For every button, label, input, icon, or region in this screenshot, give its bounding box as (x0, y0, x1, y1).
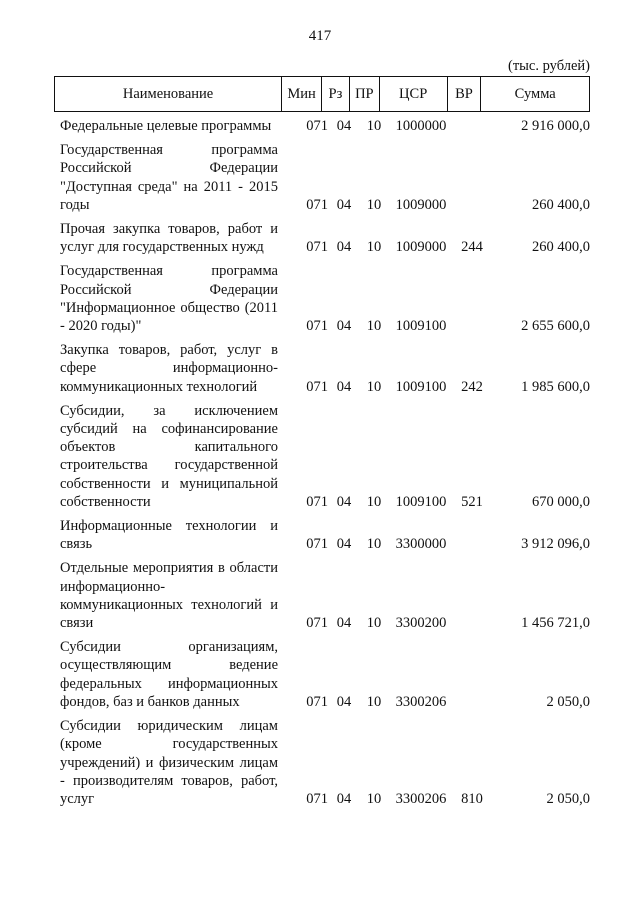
row-sum: 260 400,0 (532, 239, 590, 256)
row-rz: 04 (336, 196, 352, 213)
page-number: 417 (308, 28, 332, 44)
table-row (60, 117, 590, 135)
table-header (54, 76, 590, 112)
row-min: 071 (306, 493, 328, 510)
row-min: 071 (306, 239, 328, 256)
row-rz: 04 (336, 378, 352, 395)
row-csr: 1009000 (395, 239, 447, 256)
row-min: 071 (306, 693, 328, 710)
row-rz: 04 (336, 693, 352, 710)
row-csr: 3300206 (395, 790, 447, 807)
table-row (60, 717, 590, 808)
row-sum: 260 400,0 (532, 196, 590, 213)
row-vr: 810 (461, 790, 483, 807)
table-row (60, 141, 590, 214)
table-row (60, 559, 590, 632)
row-csr: 3300200 (395, 615, 447, 632)
row-sum: 2 050,0 (546, 790, 590, 807)
row-name: Субсидии, за исключением субсидий на софинансирование объектов капитального строительства государственной собственности и муниципальной собственности (60, 402, 278, 510)
header-min: Мин (282, 77, 322, 111)
row-rz: 04 (336, 790, 352, 807)
table-row (60, 638, 590, 711)
row-pr: 10 (366, 693, 382, 710)
row-name: Субсидии организациям, осуществляющим ведение федеральных информационных фондов, баз и банков данных (60, 639, 278, 710)
table-row (60, 262, 590, 335)
header-vr: ВР (448, 77, 482, 111)
row-min: 071 (306, 318, 328, 335)
row-pr: 10 (366, 318, 382, 335)
row-sum: 3 912 096,0 (521, 536, 590, 553)
row-name: Государственная программа Российской Федерации "Информационное общество (2011 - 2020 годы)" (60, 263, 278, 335)
row-min: 071 (306, 615, 328, 632)
row-pr: 10 (366, 239, 382, 256)
header-name: Наименование (55, 77, 282, 111)
row-pr: 10 (366, 790, 382, 807)
row-vr: 521 (461, 493, 483, 510)
row-csr: 1000000 (395, 118, 447, 134)
row-name: Информационные технологии и связь (60, 518, 278, 553)
row-name: Государственная программа Российской Федерации "Доступная среда" на 2011 - 2015 годы (60, 142, 278, 213)
table-row (60, 402, 590, 511)
row-pr: 10 (366, 378, 382, 395)
row-rz: 04 (336, 239, 352, 256)
row-pr: 10 (366, 493, 382, 510)
row-min: 071 (306, 790, 328, 807)
header-csr: ЦСР (380, 77, 448, 111)
row-rz: 04 (336, 118, 352, 134)
row-name: Прочая закупка товаров, работ и услуг для государственных нужд (60, 221, 278, 256)
row-rz: 04 (336, 318, 352, 335)
header-sum: Сумма (514, 85, 556, 102)
row-rz: 04 (336, 536, 352, 553)
row-csr: 3300000 (395, 536, 447, 553)
row-min: 071 (306, 196, 328, 213)
row-min: 071 (306, 536, 328, 553)
table-row (60, 517, 590, 553)
units-label: (тыс. рублей) (508, 58, 590, 74)
row-csr: 1009100 (395, 318, 447, 335)
table-row (60, 341, 590, 396)
row-pr: 10 (366, 196, 382, 213)
row-rz: 04 (336, 615, 352, 632)
table-body (60, 117, 590, 814)
row-sum: 1 456 721,0 (521, 615, 590, 632)
row-sum: 670 000,0 (532, 493, 590, 510)
table-row (60, 220, 590, 256)
row-name: Субсидии юридическим лицам (кроме государственных учреждений) и физическим лицам - производителям товаров, работ, услуг (60, 718, 278, 807)
header-rz: Рз (322, 77, 350, 111)
row-pr: 10 (366, 536, 382, 553)
row-csr: 1009100 (395, 378, 447, 395)
row-min: 071 (306, 378, 328, 395)
row-pr: 10 (366, 615, 382, 632)
row-sum: 2 916 000,0 (521, 118, 590, 134)
row-vr: 242 (461, 378, 483, 395)
row-name: Отдельные мероприятия в области информационно-коммуникационных технологий и связи (60, 560, 278, 632)
row-pr: 10 (366, 118, 382, 134)
row-name: Закупка товаров, работ, услуг в сфере информационно-коммуникационных технологий (60, 342, 278, 395)
row-csr: 3300206 (395, 693, 447, 710)
row-sum: 1 985 600,0 (521, 378, 590, 395)
row-csr: 1009000 (395, 196, 447, 213)
row-csr: 1009100 (395, 493, 447, 510)
row-min: 071 (306, 118, 328, 134)
row-rz: 04 (336, 493, 352, 510)
row-sum: 2 050,0 (546, 693, 590, 710)
header-pr: ПР (350, 77, 380, 111)
row-vr: 244 (461, 239, 483, 256)
row-sum: 2 655 600,0 (521, 318, 590, 335)
row-name: Федеральные целевые программы (60, 118, 272, 134)
